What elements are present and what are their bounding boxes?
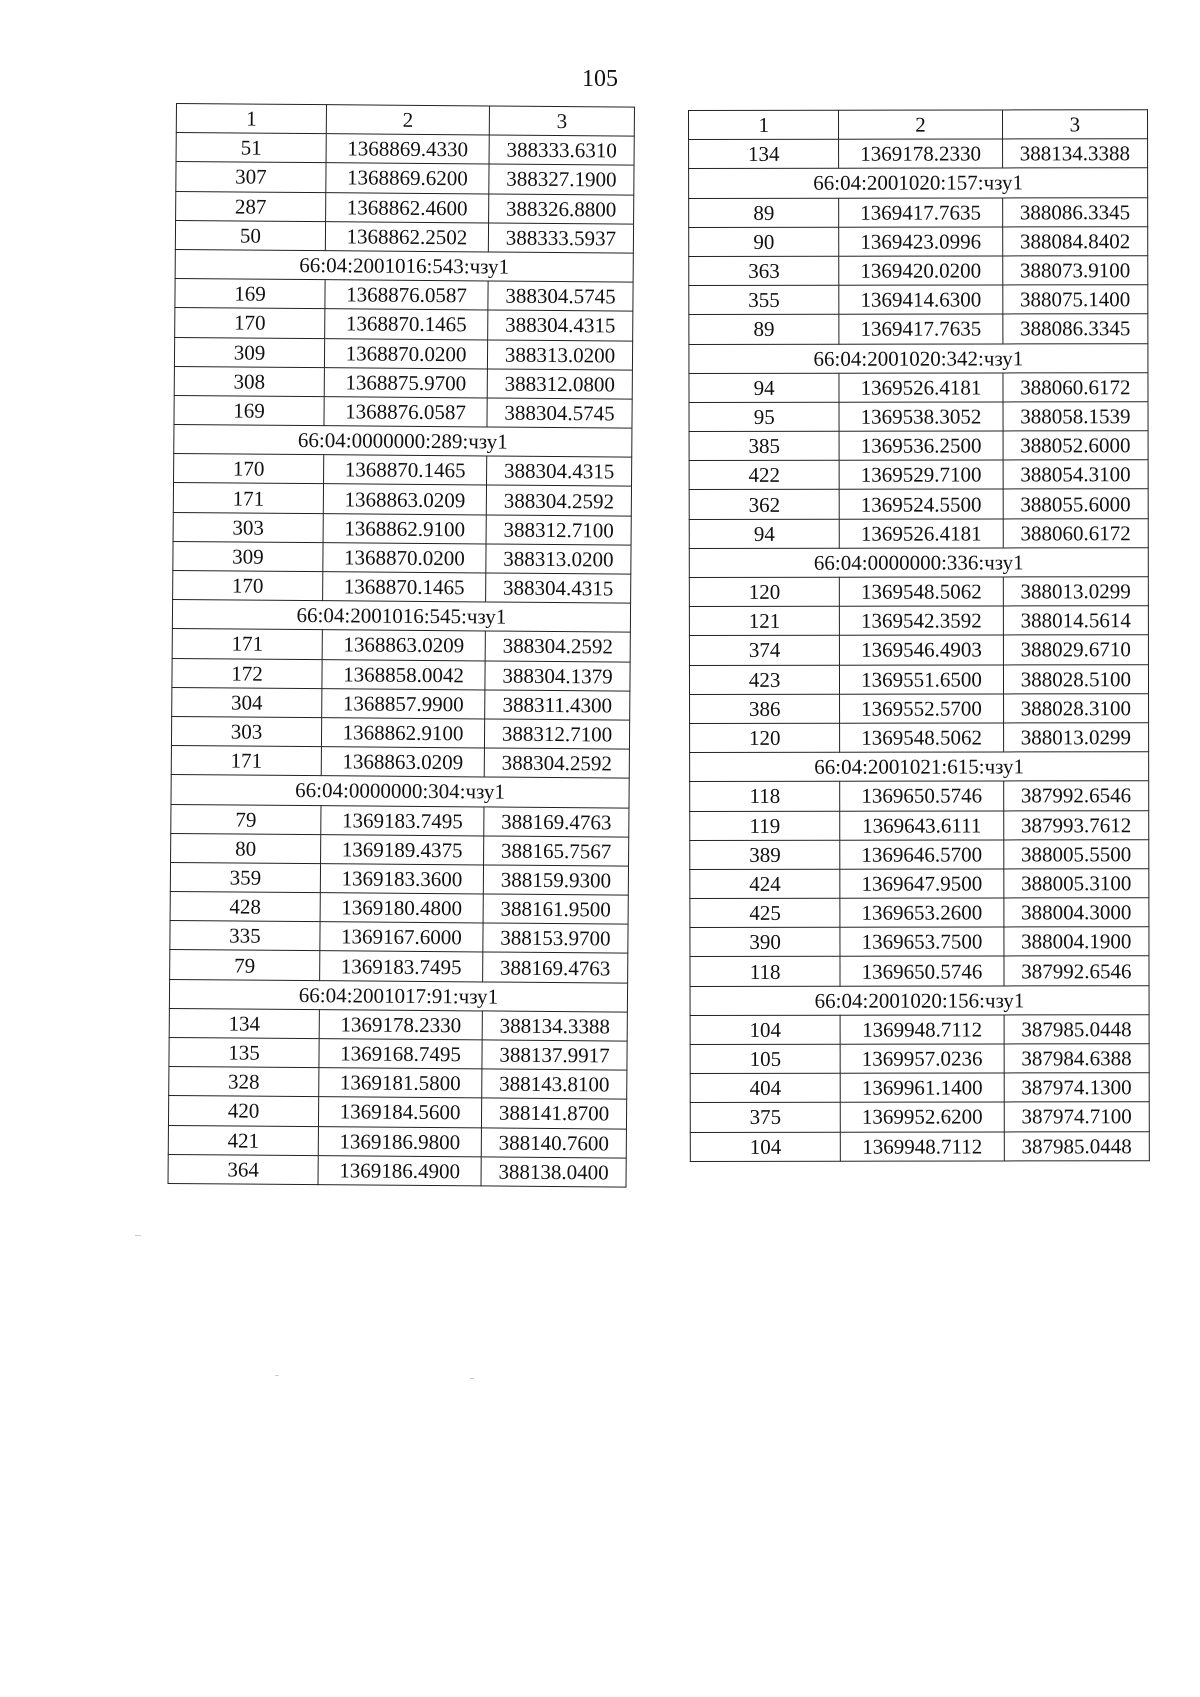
coordinate-y: 388153.9700 <box>483 923 628 953</box>
table-row <box>690 869 1149 899</box>
table-row <box>170 950 628 983</box>
coordinate-x: 1368870.0200 <box>323 542 486 572</box>
parcel-header-row <box>174 425 632 458</box>
coordinate-x: 1368876.0587 <box>325 280 488 310</box>
point-number: 95 <box>689 402 839 431</box>
coordinate-y: 387985.0448 <box>1004 1131 1149 1160</box>
coordinate-x: 1369650.5746 <box>840 781 1003 810</box>
parcel-header-row <box>689 343 1148 373</box>
coordinate-x: 1369178.2330 <box>839 139 1002 168</box>
scan-mark <box>470 1378 474 1379</box>
coordinate-x: 1369417.7635 <box>839 314 1002 343</box>
coordinate-y: 388165.7567 <box>484 836 629 866</box>
coordinate-y: 388311.4300 <box>485 690 630 720</box>
table-row <box>689 197 1148 227</box>
point-number: 170 <box>174 454 324 484</box>
coordinate-y: 388005.3100 <box>1003 869 1148 898</box>
coordinate-y: 388169.4763 <box>483 952 628 982</box>
table-row <box>690 839 1149 869</box>
point-number: 308 <box>174 366 324 396</box>
coordinate-y: 387985.0448 <box>1004 1015 1149 1044</box>
point-number: 359 <box>170 862 320 892</box>
coordinate-x: 1369643.6111 <box>840 810 1003 839</box>
parcel-header-row <box>689 168 1148 198</box>
point-number: 94 <box>689 373 839 402</box>
parcel-id: 66:04:0000000:336:чзу1 <box>689 548 1148 578</box>
table-row <box>174 337 632 370</box>
table-row <box>170 892 628 925</box>
table-row <box>176 133 634 166</box>
table-row <box>173 570 631 603</box>
coordinate-y: 388004.1900 <box>1004 927 1149 956</box>
coordinate-x: 1369552.5700 <box>840 694 1003 723</box>
coordinate-x: 1369186.9800 <box>318 1126 481 1156</box>
coordinate-y: 388304.4315 <box>486 573 631 603</box>
point-number: 287 <box>176 191 326 221</box>
parcel-header-row <box>171 775 629 808</box>
coordinate-y: 388052.6000 <box>1003 431 1148 460</box>
coordinate-x: 1369647.9500 <box>840 869 1003 898</box>
coordinate-y: 388304.1379 <box>485 661 630 691</box>
coordinate-y: 388060.6172 <box>1003 372 1148 401</box>
coordinate-y: 388086.3345 <box>1003 314 1148 343</box>
table-row <box>689 606 1148 636</box>
coordinate-y: 388014.5614 <box>1003 606 1148 635</box>
parcel-id: 66:04:2001020:156:чзу1 <box>690 985 1149 1015</box>
point-number: 170 <box>175 308 325 338</box>
table-row <box>690 781 1149 811</box>
coordinate-y: 388312.0800 <box>487 369 632 399</box>
point-number: 374 <box>689 636 839 665</box>
coordinate-x: 1369650.5746 <box>840 956 1003 985</box>
point-number: 304 <box>172 687 322 717</box>
page-number: 105 <box>582 66 618 92</box>
point-number: 134 <box>169 1008 319 1038</box>
point-number: 94 <box>689 519 839 548</box>
point-number: 355 <box>689 285 839 314</box>
table-row <box>171 804 629 837</box>
parcel-header-row <box>175 249 633 282</box>
table-row <box>690 927 1149 957</box>
coordinate-x: 1369546.4903 <box>840 635 1003 664</box>
table-row <box>173 541 631 574</box>
coordinate-x: 1369653.2600 <box>840 898 1003 927</box>
point-number: 385 <box>689 431 839 460</box>
point-number: 171 <box>173 483 323 513</box>
coordinate-y: 388304.2592 <box>484 748 629 778</box>
coordinate-x: 1368862.2502 <box>325 221 488 251</box>
coordinate-x: 1368869.6200 <box>326 163 489 193</box>
parcel-header-row <box>690 985 1149 1015</box>
coordinate-x: 1369548.5062 <box>840 723 1003 752</box>
point-number: 424 <box>690 869 840 898</box>
point-number: 422 <box>689 460 839 489</box>
point-number: 119 <box>690 811 840 840</box>
point-number: 363 <box>689 256 839 285</box>
coordinate-y: 388313.0200 <box>487 339 632 369</box>
table-row <box>689 285 1148 315</box>
point-number: 386 <box>690 694 840 723</box>
coordinate-y: 388304.4315 <box>487 456 632 486</box>
coordinate-x: 1369548.5062 <box>840 577 1003 606</box>
coordinate-x: 1368857.9900 <box>322 688 485 718</box>
point-number: 364 <box>168 1154 318 1184</box>
point-number: 428 <box>170 892 320 922</box>
coordinate-x: 1369957.0236 <box>840 1044 1003 1073</box>
coordinate-x: 1369183.7495 <box>320 951 483 981</box>
table-row <box>169 1067 627 1100</box>
table-row <box>172 658 630 691</box>
coordinate-y: 388134.3388 <box>1002 139 1147 168</box>
coordinate-x: 1369168.7495 <box>319 1039 482 1069</box>
point-number: 423 <box>689 665 839 694</box>
coordinate-x: 1368875.9700 <box>324 367 487 397</box>
coordinate-y: 388058.1539 <box>1003 402 1148 431</box>
point-number: 120 <box>689 577 839 606</box>
header-row <box>689 110 1148 140</box>
table-row <box>170 862 628 895</box>
coordinate-y: 388138.0400 <box>481 1157 626 1187</box>
point-number: 51 <box>176 133 326 163</box>
table-row <box>689 256 1148 286</box>
point-number: 170 <box>173 570 323 600</box>
coordinate-x: 1368862.4600 <box>326 192 489 222</box>
point-number: 89 <box>689 198 839 227</box>
table-row <box>690 1044 1149 1074</box>
table-row <box>689 635 1148 665</box>
coordinates-table-right <box>688 109 1150 1162</box>
scan-mark <box>275 1375 279 1376</box>
coordinate-x: 1369653.7500 <box>840 927 1003 956</box>
point-number: 50 <box>175 220 325 250</box>
coordinate-x: 1369414.6300 <box>839 285 1002 314</box>
column-header: 3 <box>489 106 634 136</box>
point-number: 303 <box>173 512 323 542</box>
table-row <box>689 577 1148 607</box>
coordinate-y: 388028.3100 <box>1003 693 1148 722</box>
coordinate-y: 388141.8700 <box>481 1098 626 1128</box>
table-row <box>174 454 632 487</box>
coordinate-y: 387974.1300 <box>1004 1073 1149 1102</box>
parcel-id: 66:04:0000000:304:чзу1 <box>171 775 629 808</box>
table-row <box>690 723 1149 753</box>
column-header: 2 <box>839 110 1002 139</box>
coordinate-x: 1369524.5500 <box>839 489 1002 518</box>
point-number: 303 <box>171 716 321 746</box>
table-row <box>168 1096 626 1129</box>
table-row <box>171 833 629 866</box>
coordinate-y: 388333.5937 <box>488 223 633 253</box>
coordinate-y: 388304.2592 <box>485 631 630 661</box>
point-number: 80 <box>171 833 321 863</box>
coordinate-y: 388134.3388 <box>482 1011 627 1041</box>
point-number: 89 <box>689 315 839 344</box>
table-row <box>690 1131 1149 1161</box>
point-number: 389 <box>690 840 840 869</box>
parcel-header-row <box>689 548 1148 578</box>
coordinate-x: 1368876.0587 <box>324 397 487 427</box>
coordinate-y: 388137.9917 <box>482 1040 627 1070</box>
coordinate-y: 387992.6546 <box>1004 956 1149 985</box>
coordinate-y: 388028.5100 <box>1003 664 1148 693</box>
coordinate-y: 388143.8100 <box>482 1069 627 1099</box>
table-row <box>169 1008 627 1041</box>
point-number: 309 <box>174 337 324 367</box>
coordinates-table-left <box>168 103 635 1188</box>
coordinate-x: 1369183.7495 <box>321 805 484 835</box>
coordinate-y: 388140.7600 <box>481 1127 626 1157</box>
point-number: 375 <box>690 1103 840 1132</box>
column-header: 2 <box>326 105 489 135</box>
coordinate-y: 387993.7612 <box>1003 810 1148 839</box>
parcel-header-row <box>169 979 627 1012</box>
coordinate-x: 1369167.6000 <box>320 922 483 952</box>
parcel-id: 66:04:0000000:289:чзу1 <box>174 425 632 458</box>
table-row <box>173 512 631 545</box>
header-row <box>176 104 634 137</box>
coordinate-y: 388029.6710 <box>1003 635 1148 664</box>
coordinate-y: 387992.6546 <box>1003 781 1148 810</box>
point-number: 169 <box>175 279 325 309</box>
table-row <box>168 1125 626 1158</box>
coordinate-x: 1369181.5800 <box>319 1068 482 1098</box>
table-row <box>170 921 628 954</box>
table-row <box>175 279 633 312</box>
table-row <box>176 191 634 224</box>
coordinate-x: 1368862.9100 <box>323 513 486 543</box>
table-row <box>690 1073 1149 1103</box>
coordinate-x: 1368870.0200 <box>324 338 487 368</box>
coordinate-x: 1369948.7112 <box>840 1015 1003 1044</box>
table-row <box>689 226 1148 256</box>
parcel-header-row <box>172 600 630 633</box>
table-row <box>689 489 1148 519</box>
coordinate-x: 1368863.0209 <box>322 630 485 660</box>
coordinate-x: 1369526.4181 <box>839 373 1002 402</box>
table-row <box>175 308 633 341</box>
point-number: 390 <box>690 927 840 956</box>
table-row <box>689 402 1148 432</box>
table-row <box>689 431 1148 461</box>
coordinate-y: 388005.5500 <box>1003 839 1148 868</box>
table-row <box>174 395 632 428</box>
point-number: 328 <box>169 1067 319 1097</box>
point-number: 79 <box>170 950 320 980</box>
coordinate-x: 1369538.3052 <box>839 402 1002 431</box>
coordinate-x: 1369526.4181 <box>840 519 1003 548</box>
table-row <box>690 1102 1149 1132</box>
table-row <box>176 162 634 195</box>
coordinate-y: 387984.6388 <box>1004 1044 1149 1073</box>
parcel-id: 66:04:2001017:91:чзу1 <box>169 979 627 1012</box>
column-header: 1 <box>689 110 839 139</box>
table-row <box>173 483 631 516</box>
coordinate-y: 388013.0299 <box>1003 577 1148 606</box>
coordinate-y: 388013.0299 <box>1003 723 1148 752</box>
point-number: 425 <box>690 898 840 927</box>
point-number: 169 <box>174 395 324 425</box>
coordinate-y: 388312.7100 <box>484 719 629 749</box>
parcel-id: 66:04:2001020:157:чзу1 <box>689 168 1148 198</box>
point-number: 90 <box>689 227 839 256</box>
coordinate-x: 1369189.4375 <box>321 834 484 864</box>
table-row <box>690 1015 1149 1045</box>
point-number: 172 <box>172 658 322 688</box>
point-number: 362 <box>689 490 839 519</box>
coordinate-y: 388073.9100 <box>1002 256 1147 285</box>
table-row <box>690 810 1149 840</box>
table-row <box>171 716 629 749</box>
coordinate-y: 388304.5745 <box>488 281 633 311</box>
table-row <box>690 693 1149 723</box>
coordinate-x: 1368863.0209 <box>323 484 486 514</box>
coordinate-x: 1369184.5600 <box>318 1097 481 1127</box>
coordinate-y: 388161.9500 <box>483 894 628 924</box>
coordinate-y: 388304.2592 <box>486 485 631 515</box>
coordinate-x: 1369420.0200 <box>839 256 1002 285</box>
coordinate-y: 388055.6000 <box>1003 489 1148 518</box>
coordinate-x: 1369542.3592 <box>840 606 1003 635</box>
coordinate-y: 387974.7100 <box>1004 1102 1149 1131</box>
parcel-id: 66:04:2001016:543:чзу1 <box>175 249 633 282</box>
coordinate-x: 1369417.7635 <box>839 198 1002 227</box>
point-number: 120 <box>690 723 840 752</box>
parcel-id: 66:04:2001021:615:чзу1 <box>690 752 1149 782</box>
coordinate-y: 388326.8800 <box>489 194 634 224</box>
point-number: 335 <box>170 921 320 951</box>
table-row <box>172 629 630 662</box>
coordinate-y: 388333.6310 <box>489 135 634 165</box>
point-number: 118 <box>690 782 840 811</box>
coordinate-x: 1369178.2330 <box>319 1009 482 1039</box>
table-row <box>689 460 1148 490</box>
coordinate-y: 388004.3000 <box>1004 898 1149 927</box>
table-row <box>169 1037 627 1070</box>
coordinate-x: 1368863.0209 <box>321 747 484 777</box>
table-row <box>168 1154 626 1187</box>
coordinate-x: 1369551.6500 <box>840 665 1003 694</box>
coordinate-x: 1369183.3600 <box>320 864 483 894</box>
coordinate-x: 1368869.4330 <box>326 134 489 164</box>
point-number: 104 <box>690 1015 840 1044</box>
scan-mark <box>135 1235 141 1236</box>
point-number: 171 <box>171 746 321 776</box>
point-number: 420 <box>168 1096 318 1126</box>
coordinate-x: 1368870.1465 <box>324 455 487 485</box>
point-number: 171 <box>172 629 322 659</box>
point-number: 105 <box>690 1044 840 1073</box>
table-row <box>689 664 1148 694</box>
coordinate-y: 388054.3100 <box>1003 460 1148 489</box>
coordinate-x: 1369948.7112 <box>841 1132 1004 1161</box>
coordinate-y: 388060.6172 <box>1003 518 1148 547</box>
point-number: 79 <box>171 804 321 834</box>
coordinate-x: 1369180.4800 <box>320 893 483 923</box>
table-row <box>690 898 1149 928</box>
coordinate-y: 388075.1400 <box>1002 285 1147 314</box>
table-row <box>174 366 632 399</box>
table-row <box>690 956 1149 986</box>
coordinate-x: 1369186.4900 <box>318 1155 481 1185</box>
table-row <box>689 518 1148 548</box>
table-row <box>175 220 633 253</box>
coordinate-x: 1369961.1400 <box>840 1073 1003 1102</box>
point-number: 104 <box>690 1132 840 1161</box>
table-row <box>172 687 630 720</box>
column-header: 1 <box>176 104 326 134</box>
parcel-header-row <box>690 752 1149 782</box>
coordinate-x: 1369952.6200 <box>841 1102 1004 1131</box>
coordinate-x: 1369646.5700 <box>840 840 1003 869</box>
coordinate-x: 1369423.0996 <box>839 227 1002 256</box>
coordinate-y: 388159.9300 <box>483 865 628 895</box>
point-number: 307 <box>176 162 326 192</box>
coordinate-x: 1368870.1465 <box>325 309 488 339</box>
point-number: 404 <box>690 1073 840 1102</box>
coordinate-x: 1369536.2500 <box>839 431 1002 460</box>
coordinate-y: 388169.4763 <box>484 806 629 836</box>
coordinate-x: 1369529.7100 <box>839 460 1002 489</box>
coordinate-x: 1368870.1465 <box>323 572 486 602</box>
coordinate-y: 388304.4315 <box>488 310 633 340</box>
column-header: 3 <box>1002 110 1147 139</box>
point-number: 118 <box>690 957 840 986</box>
table-row <box>689 372 1148 402</box>
coordinate-y: 388312.7100 <box>486 515 631 545</box>
coordinate-y: 388304.5745 <box>487 398 632 428</box>
point-number: 309 <box>173 541 323 571</box>
point-number: 121 <box>689 606 839 635</box>
parcel-id: 66:04:2001020:342:чзу1 <box>689 343 1148 373</box>
coordinate-x: 1368858.0042 <box>322 659 485 689</box>
table-row <box>689 314 1148 344</box>
point-number: 134 <box>689 139 839 168</box>
table-row <box>689 139 1148 169</box>
point-number: 135 <box>169 1037 319 1067</box>
coordinate-y: 388086.3345 <box>1002 197 1147 226</box>
point-number: 421 <box>168 1125 318 1155</box>
coordinate-x: 1368862.9100 <box>321 718 484 748</box>
coordinate-y: 388327.1900 <box>489 164 634 194</box>
coordinate-y: 388313.0200 <box>486 544 631 574</box>
table-row <box>171 746 629 779</box>
parcel-id: 66:04:2001016:545:чзу1 <box>172 600 630 633</box>
coordinate-y: 388084.8402 <box>1002 226 1147 255</box>
